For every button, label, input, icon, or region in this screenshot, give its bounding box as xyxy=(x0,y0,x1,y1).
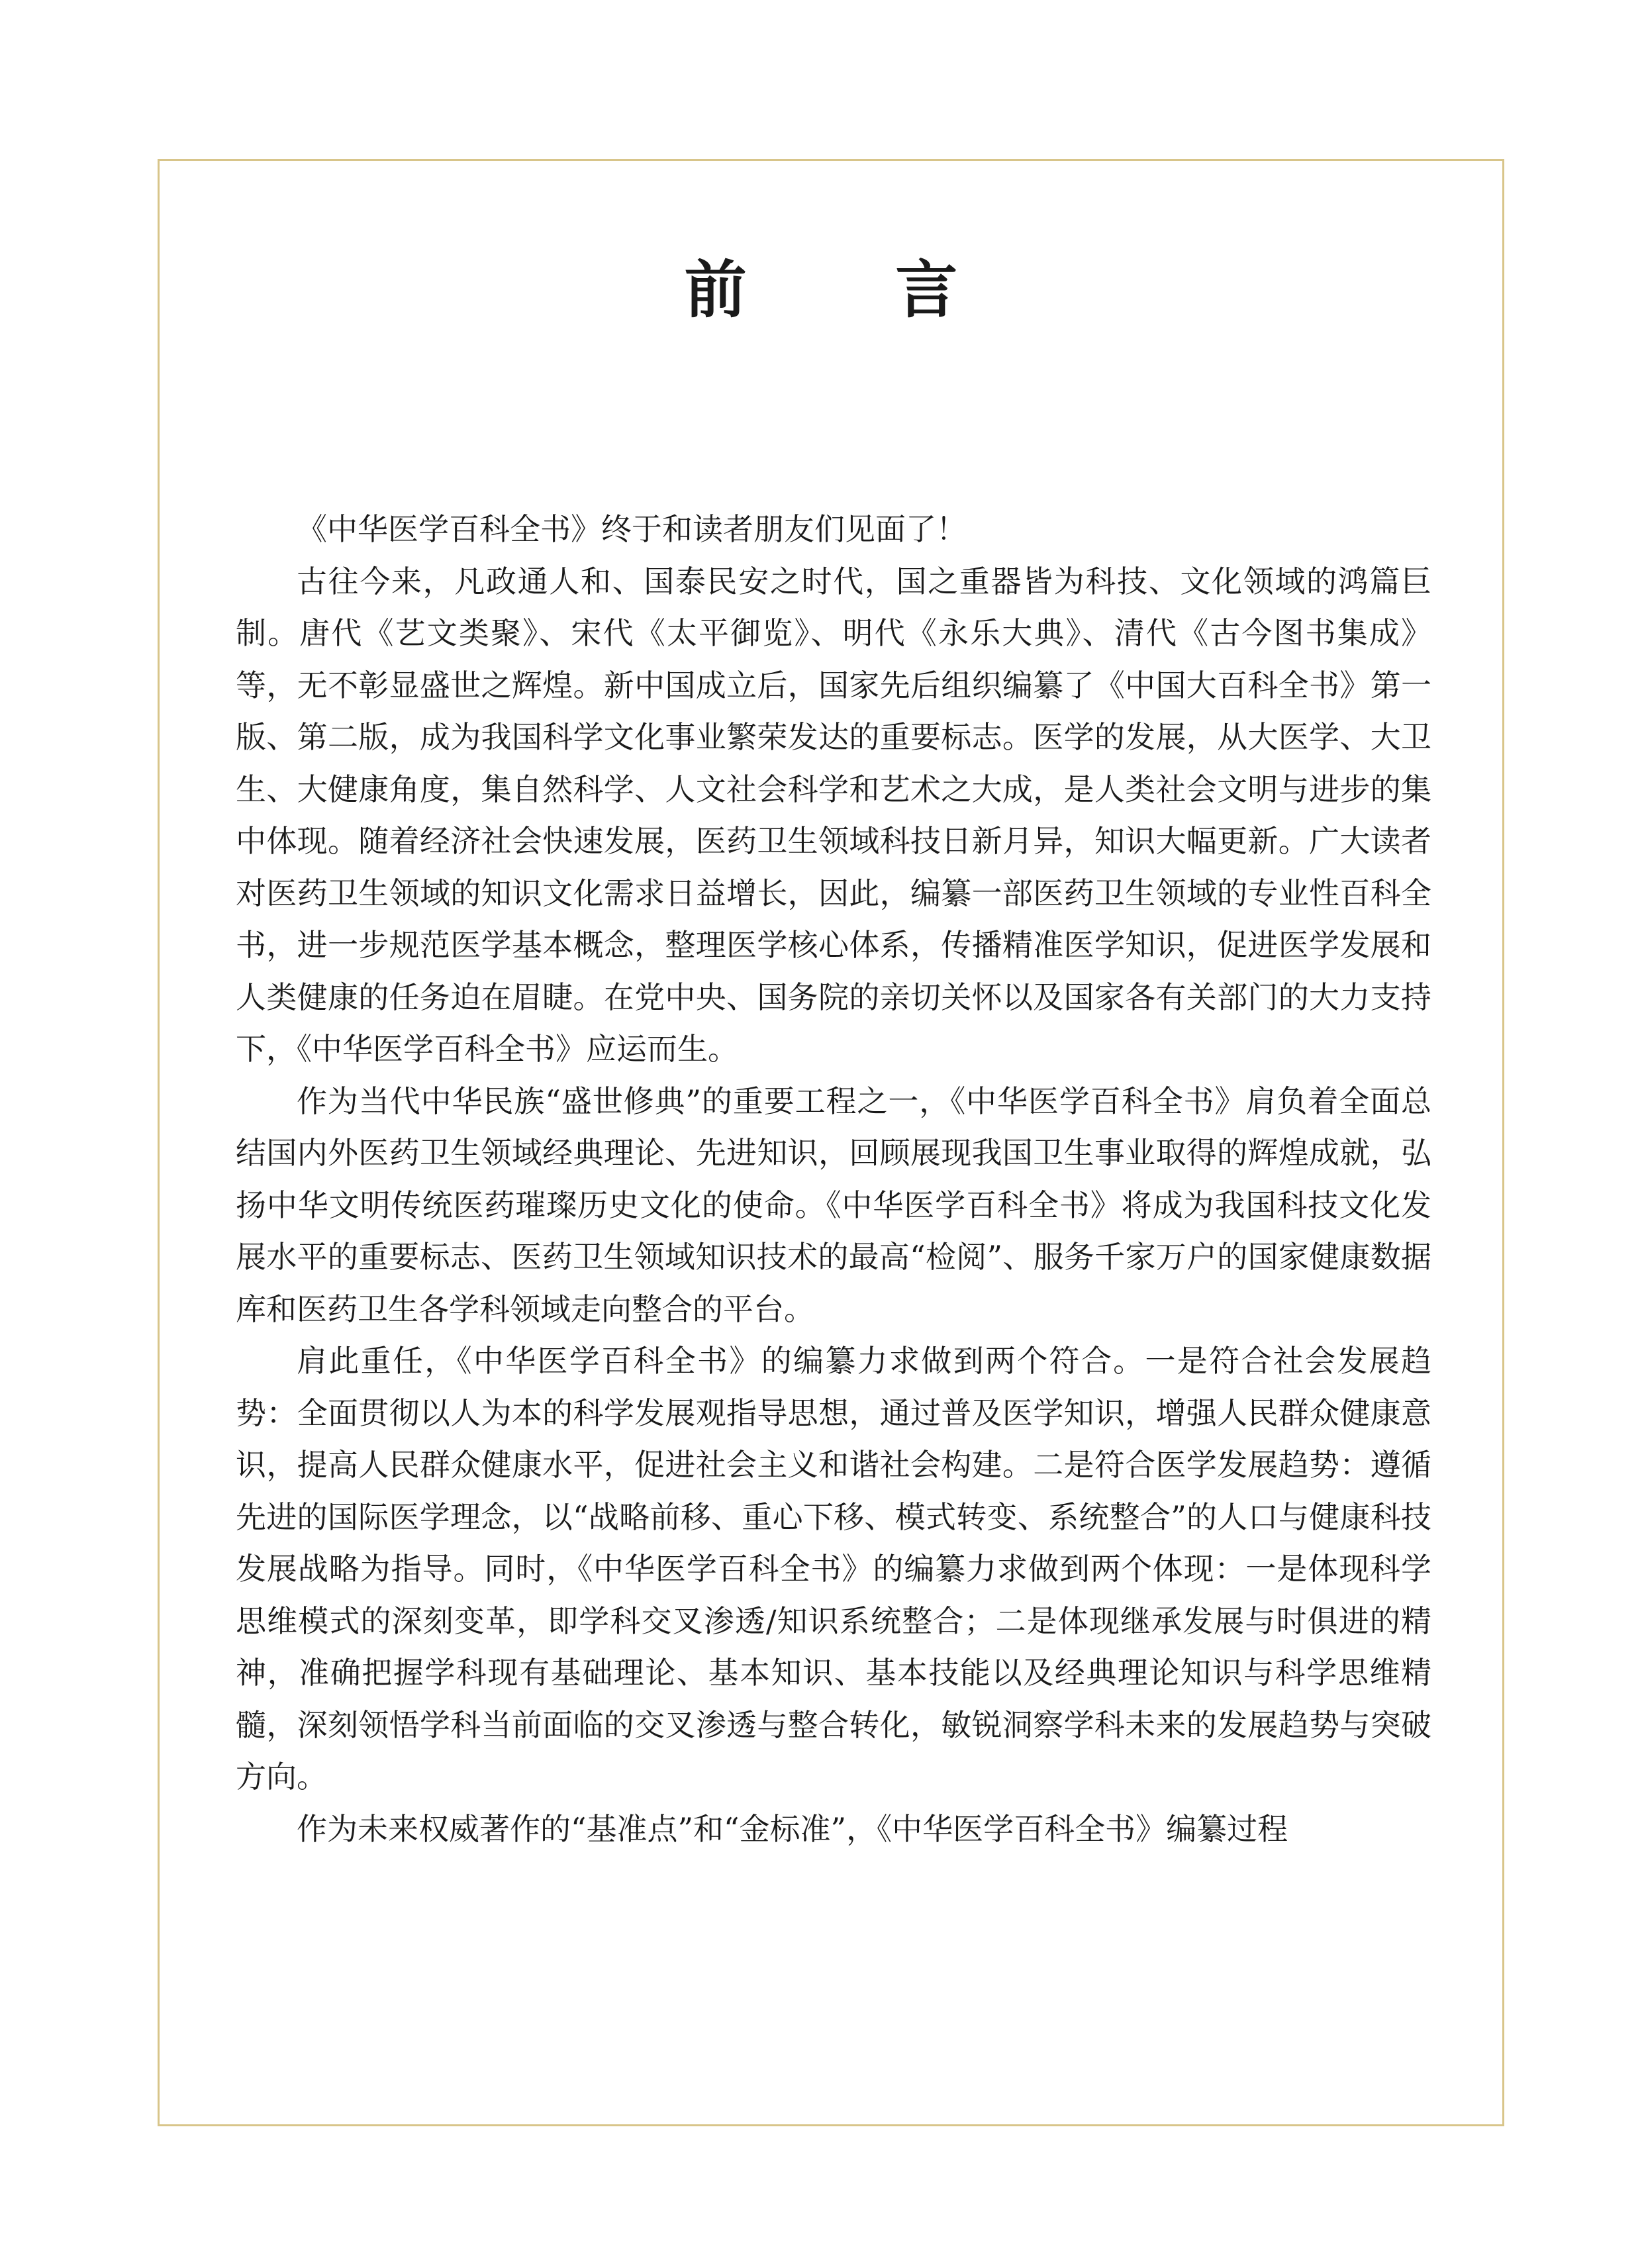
paragraph-3: 作为当代中华民族“盛世修典”的重要工程之一，《中华医学百科全书》肩负着全面总结国内外医药卫生领域经典理论、先进知识，回顾展现我国卫生事业取得的辉煌成就，弘扬中华文明传统医药璀璨历史文化的使命。《中华医学百科全书》将成为我国科技文化发展水平的重要标志、医药卫生领域知识技术的最高“检阅”、服务千家万户的国家健康数据库和医药卫生各学科领域走向整合的平台。 xyxy=(236,1083,1431,1327)
paragraph-2: 古往今来，凡政通人和、国泰民安之时代，国之重器皆为科技、文化领域的鸿篇巨制。唐代《艺文类聚》、宋代《太平御览》、明代《永乐大典》、清代《古今图书集成》等，无不彰显盛世之辉煌。新中国成立后，国家先后组织编纂了《中国大百科全书》第一版、第二版，成为我国科学文化事业繁荣发达的重要标志。医学的发展，从大医学、大卫生、大健康角度，集自然科学、人文社会科学和艺术之大成，是人类社会文明与进步的集中体现。随着经济社会快速发展，医药卫生领域科技日新月异，知识大幅更新。广大读者对医药卫生领域的知识文化需求日益增长，因此，编纂一部医药卫生领域的专业性百科全书，进一步规范医学基本概念，整理医学核心体系，传播精准医学知识，促进医学发展和人类健康的任务迫在眉睫。在党中央、国务院的亲切关怀以及国家各有关部门的大力支持下，《中华医学百科全书》应运而生。 xyxy=(236,563,1431,1067)
paragraph-4: 肩此重任，《中华医学百科全书》的编纂力求做到两个符合。一是符合社会发展趋势：全面贯彻以人为本的科学发展观指导思想，通过普及医学知识，增强人民群众健康意识，提高人民群众健康水平，促进社会主义和谐社会构建。二是符合医学发展趋势：遵循先进的国际医学理念，以“战略前移、重心下移、模式转变、系统整合”的人口与健康科技发展战略为指导。同时，《中华医学百科全书》的编纂力求做到两个体现：一是体现科学思维模式的深刻变革，即学科交叉渗透/知识系统整合；二是体现继承发展与时俱进的精神，准确把握学科现有基础理论、基本知识、基本技能以及经典理论知识与科学思维精髓，深刻领悟学科当前面临的交叉渗透与整合转化，敏锐洞察学科未来的发展趋势与突破方向。 xyxy=(236,1343,1431,1795)
page-title: 前 言 xyxy=(684,254,1022,326)
paragraph-1: 《中华医学百科全书》终于和读者朋友们见面了！ xyxy=(297,511,967,547)
paragraph-5: 作为未来权威著作的“基准点”和“金标准”，《中华医学百科全书》编纂过程 xyxy=(297,1810,1288,1847)
preface-body xyxy=(236,503,1431,1855)
